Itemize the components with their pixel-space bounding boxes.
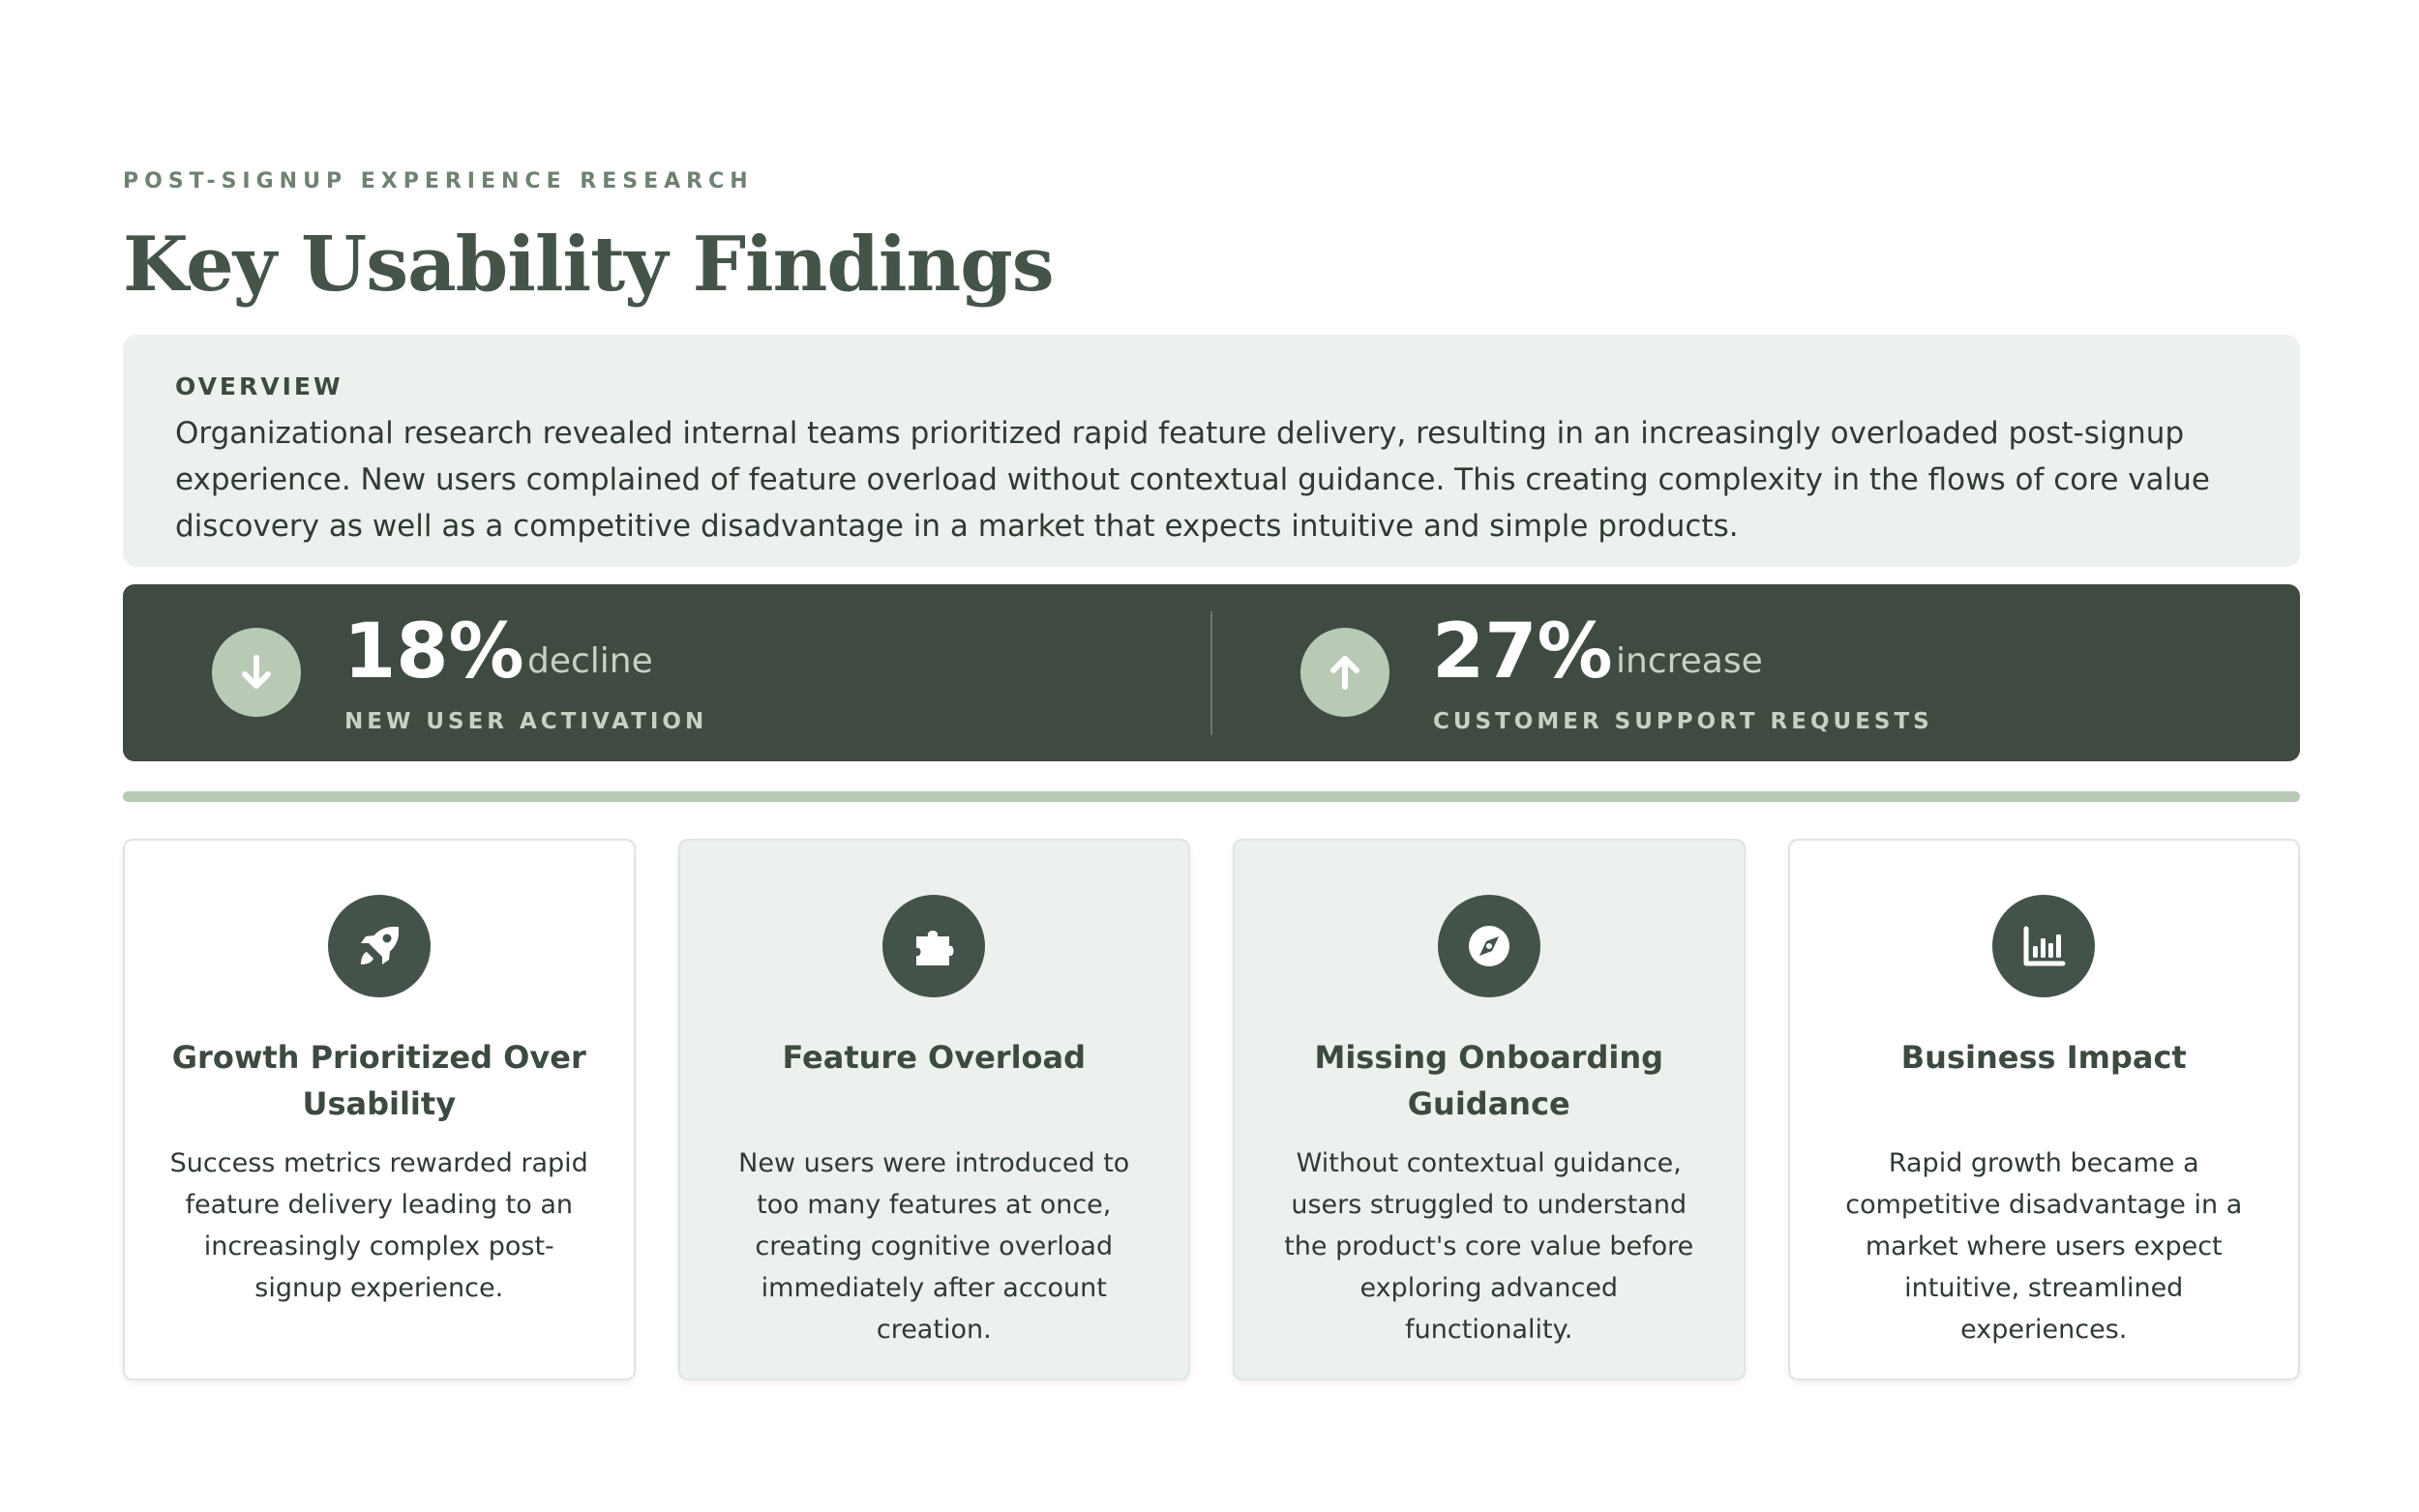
card-title: Missing Onboarding Guidance [1314,1039,1663,1122]
section-divider [123,791,2300,802]
finding-card-growth [123,839,636,1380]
bar-chart-icon [1992,895,2095,997]
eyebrow-label: POST-SIGNUP EXPERIENCE RESEARCH [123,169,754,193]
card-body: Success metrics rewarded rapid feature delivery leading to an increasingly complex post-signup experience. [169,1148,588,1303]
rocket-icon [328,895,431,997]
overview-label: OVERVIEW [175,372,343,400]
arrow-up-icon [1300,628,1389,717]
metric-value: 27% [1432,608,1613,696]
metrics-banner [123,584,2300,761]
overview-panel [123,335,2300,567]
compass-icon [1438,895,1540,997]
metric-value: 18% [343,608,524,696]
findings-cards [123,839,2300,1380]
metric-change: decline [527,641,653,681]
card-body: Without contextual guidance, users struggled to understand the product's core value before exploring advanced functionality. [1284,1148,1694,1345]
card-title: Feature Overload [782,1039,1087,1076]
finding-card-business-impact [1788,839,2301,1380]
card-title: Business Impact [1900,1039,2187,1076]
finding-card-feature-overload [678,839,1191,1380]
metric-change: increase [1616,641,1763,681]
page-title: Key Usability Findings [123,221,1054,309]
card-title: Growth Prioritized Over Usability [171,1039,586,1122]
metric-support-requests [1211,584,2295,761]
card-body: New users were introduced to too many features at once, creating cognitive overload immediately after account creation. [738,1148,1130,1345]
puzzle-piece-icon [882,895,985,997]
metric-label: CUSTOMER SUPPORT REQUESTS [1433,709,1933,734]
arrow-down-icon [212,628,301,717]
card-body: Rapid growth became a competitive disadvantage in a market where users expect intuitive, streamlined experiences. [1845,1148,2243,1345]
finding-card-onboarding [1233,839,1746,1380]
findings-slide [123,166,2300,1380]
overview-text: Organizational research revealed internal teams prioritized rapid feature delivery, resulting in an increasingly overloaded post-signup experience. New users complained of feature overload without contextual guidance. This creating complexity in the flows of core value discovery as well as a competitive disadvantage in a market that expects intuitive and simple products. [175,416,2210,544]
metric-activation [123,584,1207,761]
metric-label: NEW USER ACTIVATION [344,709,708,734]
